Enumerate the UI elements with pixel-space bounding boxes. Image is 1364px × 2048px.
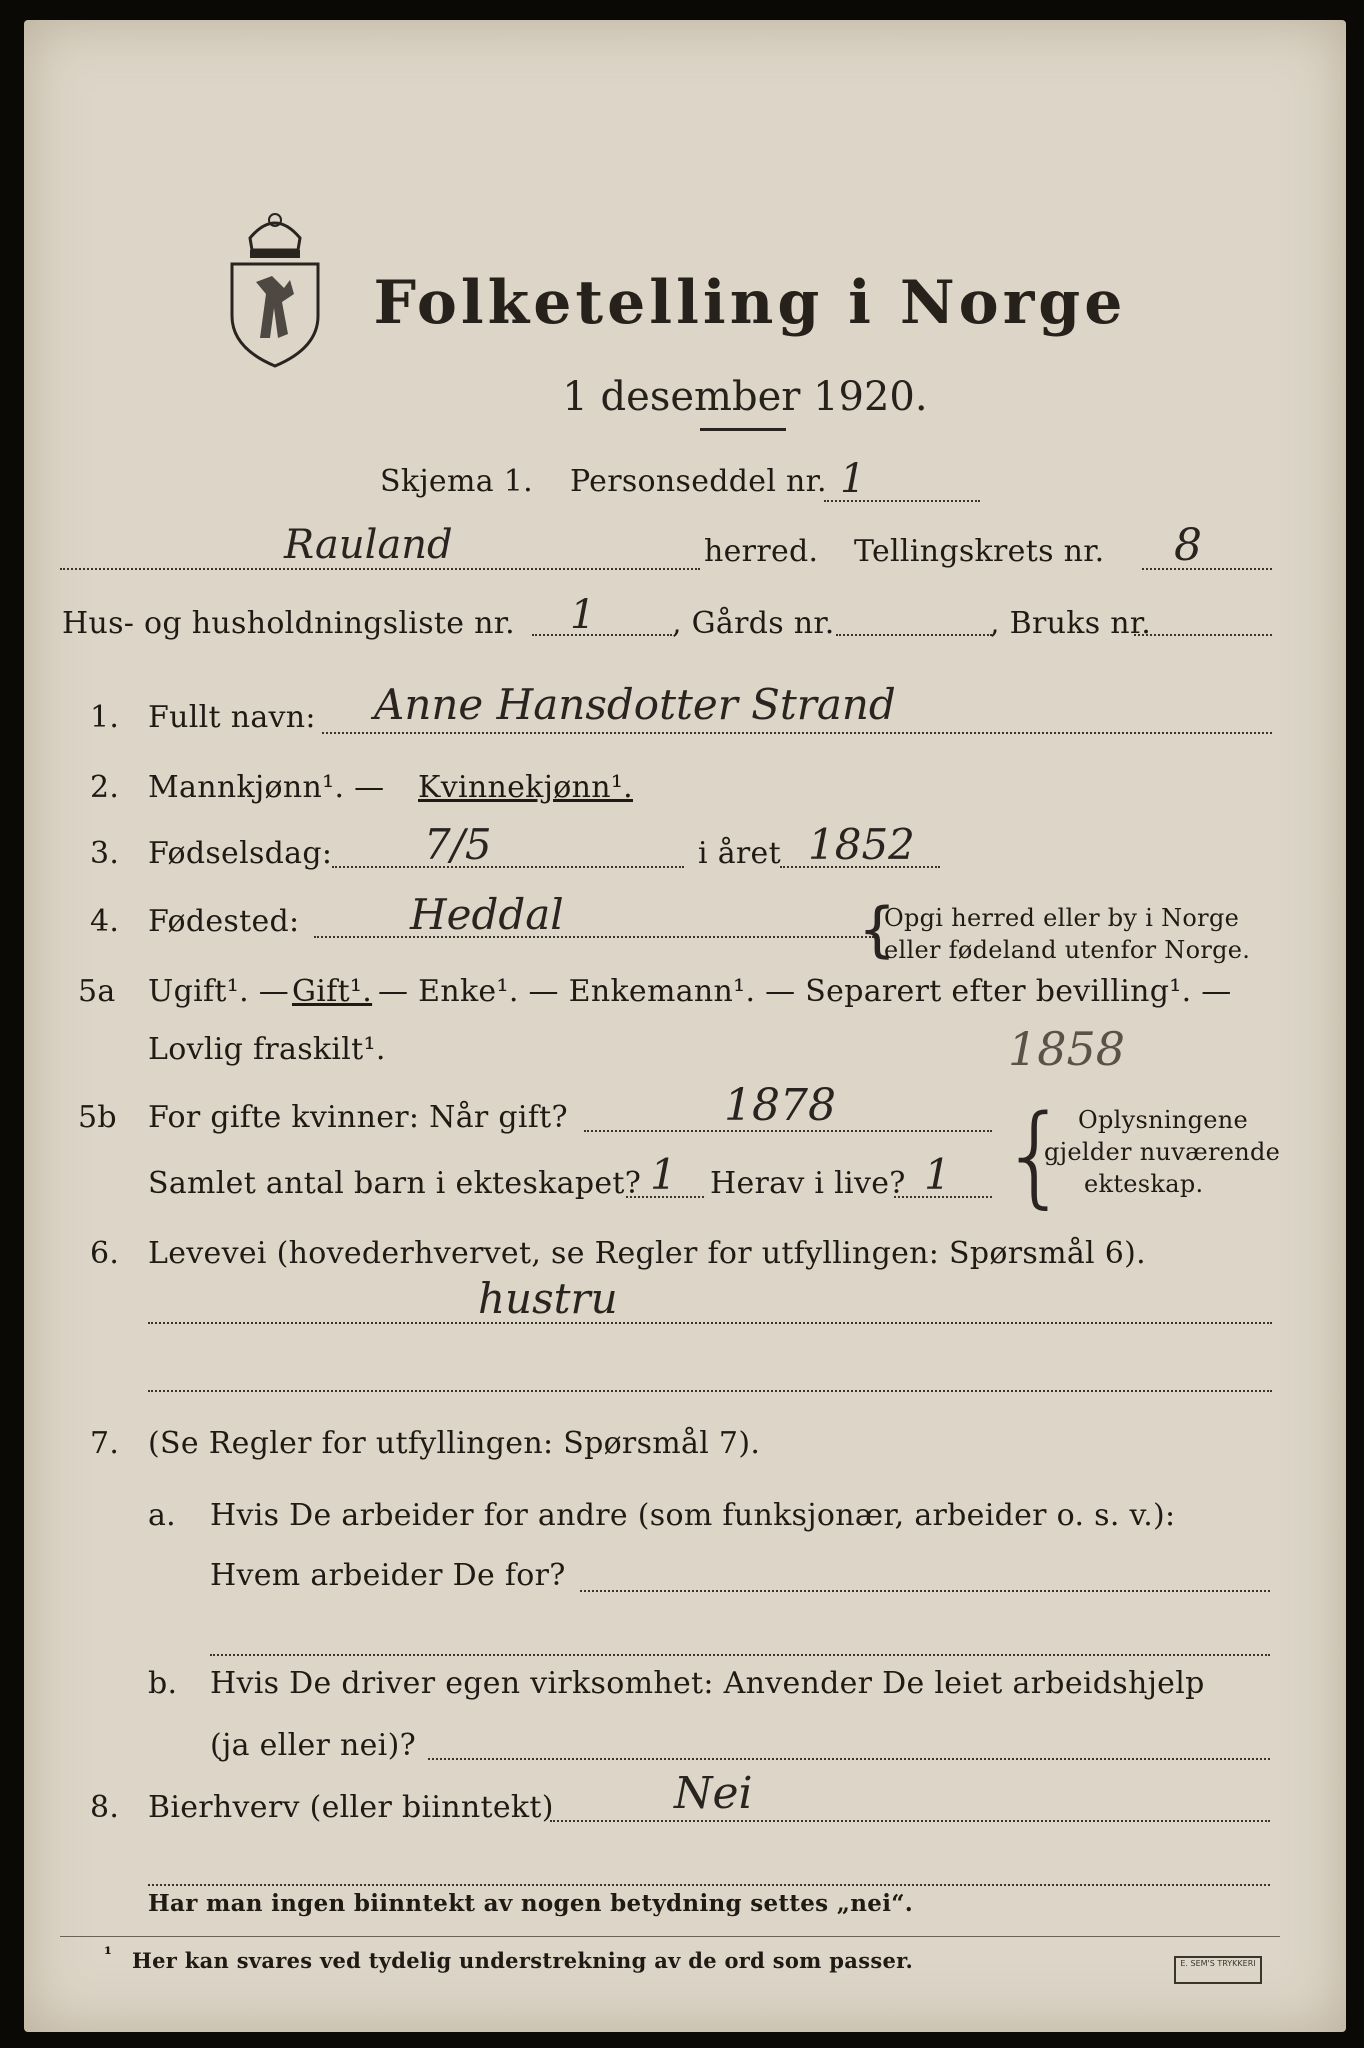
q1-value: Anne Hansdotter Strand: [374, 680, 896, 729]
q6-number: 6.: [90, 1236, 120, 1271]
footnote-divider: [60, 1936, 1280, 1937]
herred-value: Rauland: [284, 522, 453, 568]
hus-line: [532, 634, 672, 636]
q8-line1: [550, 1820, 1270, 1822]
q5b-note-line2: gjelder nuværende: [1044, 1138, 1281, 1166]
hus-label: Hus- og husholdningsliste nr.: [62, 606, 515, 641]
footnote-mark: ¹: [104, 1944, 113, 1965]
tellingskrets-label: Tellingskrets nr.: [854, 534, 1105, 569]
q4-brace-icon: {: [858, 895, 897, 965]
q8-value: Nei: [674, 1768, 753, 1819]
q7b-label: Hvis De driver egen virksomhet: Anvender De leiet arbeidshjelp: [210, 1666, 1205, 1701]
q8-note: Har man ingen biinntekt av nogen betydning settes „nei“.: [148, 1890, 914, 1917]
q4-line: [314, 936, 874, 938]
footnote-text: Her kan svares ved tydelig understrekning av de ord som passer.: [132, 1948, 914, 1973]
q7a-label: Hvis De arbeider for andre (som funksjonær, arbeider o. s. v.):: [210, 1498, 1176, 1533]
q5a-gift: Gift¹.: [292, 974, 373, 1009]
gards-line: [836, 634, 992, 636]
herred-label: herred.: [704, 534, 819, 569]
q4-number: 4.: [90, 904, 120, 939]
q3-year-value: 1852: [808, 820, 915, 869]
q5b-brace-icon: {: [1000, 1091, 1070, 1219]
form-title: Folketelling i Norge: [373, 268, 1127, 338]
q7b-letter: b.: [148, 1666, 178, 1701]
q1-line: [322, 732, 1272, 734]
q8-label: Bierhverv (eller biinntekt): [148, 1790, 554, 1825]
skjema-label: Skjema 1.: [380, 464, 533, 499]
q5a-number: 5a: [78, 974, 116, 1009]
q4-note-line1: Opgi herred eller by i Norge: [884, 904, 1240, 932]
q8-line2: [148, 1884, 1270, 1886]
tellingskrets-line: [1142, 568, 1272, 570]
q5b-children-value: 1: [650, 1150, 677, 1199]
q5b-label: For gifte kvinner: Når gift?: [148, 1100, 568, 1135]
hus-value: 1: [570, 592, 596, 638]
q7-number: 7.: [90, 1426, 120, 1461]
q5a-rest: — Enke¹. — Enkemann¹. — Separert efter bevilling¹. —: [378, 974, 1232, 1009]
q7-label: (Se Regler for utfyllingen: Spørsmål 7).: [148, 1426, 761, 1461]
q6-label: Levevei (hovederhvervet, se Regler for utfyllingen: Spørsmål 6).: [148, 1236, 1146, 1271]
q2-female-label: Kvinnekjønn¹.: [418, 770, 633, 805]
q5b-extra-year: 1858: [1008, 1022, 1126, 1076]
q5b-note-line3: ekteskap.: [1084, 1170, 1204, 1198]
gards-label: , Gårds nr.: [672, 606, 835, 641]
tellingskrets-value: 8: [1174, 520, 1202, 571]
bruks-label: , Bruks nr.: [990, 606, 1152, 641]
q8-number: 8.: [90, 1790, 120, 1825]
q5b-children-label: Samlet antal barn i ekteskapet?: [148, 1166, 642, 1201]
q4-note-line2: eller fødeland utenfor Norge.: [884, 936, 1251, 964]
q6-line2: [148, 1390, 1272, 1392]
q3-year-label: i året: [698, 836, 781, 871]
personseddel-label: Personseddel nr.: [570, 464, 827, 499]
herred-line: [60, 568, 700, 570]
printer-stamp: E. SEM'S TRYKKERI: [1174, 1956, 1262, 1984]
bruks-line: [1134, 634, 1272, 636]
q3-line: [332, 866, 684, 868]
q3-value: 7/5: [424, 820, 492, 869]
q5b-value: 1878: [724, 1080, 836, 1131]
q6-value: hustru: [478, 1274, 618, 1323]
q5a-line2: Lovlig fraskilt¹.: [148, 1032, 386, 1067]
q3-label: Fødselsdag:: [148, 836, 333, 871]
q5a-ugift: Ugift¹. —: [148, 974, 290, 1009]
q6-line1: [148, 1322, 1272, 1324]
census-form-sheet: [24, 20, 1346, 2032]
q2-male-label: Mannkjønn¹. —: [148, 770, 385, 805]
q7b-line: [428, 1758, 1270, 1760]
q7a-line2: [210, 1654, 1270, 1656]
q1-label: Fullt navn:: [148, 700, 316, 735]
q1-number: 1.: [90, 700, 120, 735]
q7b-label2: (ja eller nei)?: [210, 1728, 416, 1763]
q7a-letter: a.: [148, 1498, 177, 1533]
q5b-alive-label: Herav i live?: [710, 1166, 906, 1201]
q7a-line1: [580, 1590, 1270, 1592]
q5b-note-line1: Oplysningene: [1078, 1106, 1249, 1134]
q4-value: Heddal: [410, 890, 564, 939]
q2-number: 2.: [90, 770, 120, 805]
q4-label: Fødested:: [148, 904, 300, 939]
form-date: 1 desember 1920.: [562, 374, 928, 420]
q5b-alive-value: 1: [924, 1150, 951, 1199]
title-divider: [700, 428, 786, 431]
q5b-number: 5b: [78, 1100, 117, 1135]
q3-number: 3.: [90, 836, 120, 871]
q7a-label2: Hvem arbeider De for?: [210, 1558, 566, 1593]
personseddel-value: 1: [840, 456, 866, 502]
